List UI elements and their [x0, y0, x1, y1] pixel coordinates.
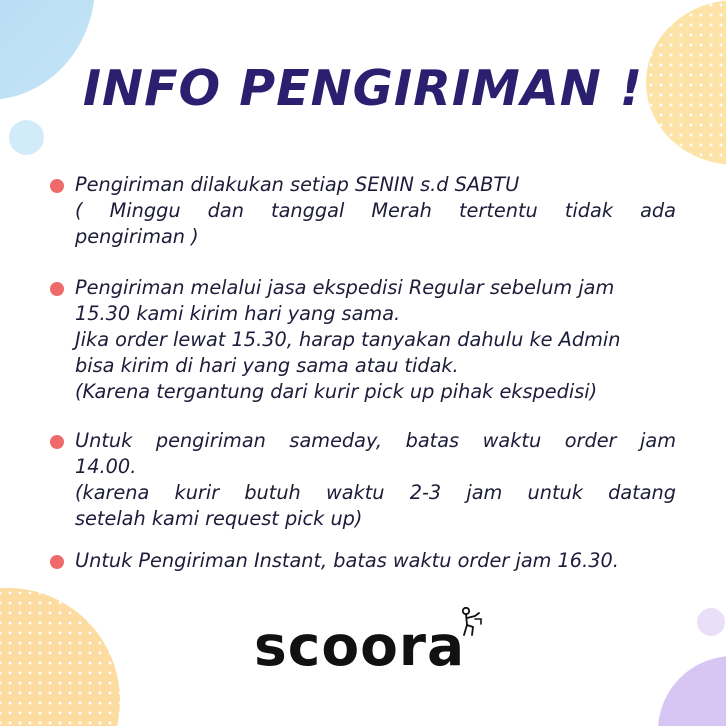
bullet-dot-icon — [50, 179, 64, 193]
logo-wordmark: scoora — [254, 614, 466, 678]
text-line: Untuk pengiriman sameday, batas waktu order jam — [75, 429, 676, 452]
list-item-text — [75, 172, 676, 250]
text-line: ( Minggu dan tanggal Merah tertentu tidak ada — [75, 199, 676, 222]
text-line: setelah kami request pick up) — [75, 507, 363, 530]
text-line: Jika order lewat 15.30, harap tanyakan dahulu ke Admin — [75, 328, 621, 351]
list-item-schedule — [50, 172, 676, 250]
text-line: 15.30 kami kirim hari yang sama. — [75, 302, 401, 325]
decor-circle-yellow-bottom — [0, 588, 120, 726]
bullet-dot-icon — [50, 435, 64, 449]
text-line: 14.00. — [75, 455, 137, 478]
list-item-instant — [50, 548, 676, 574]
mascot-figure-icon — [457, 605, 485, 641]
decor-dot-blue — [9, 120, 44, 155]
brand-logo — [254, 605, 486, 687]
text-line: bisa kirim di hari yang sama atau tidak. — [75, 354, 459, 377]
text-line: Untuk Pengiriman Instant, batas waktu order jam 16.30. — [75, 549, 619, 572]
bullet-dot-icon — [50, 555, 64, 569]
text-line: Pengiriman dilakukan setiap SENIN s.d SABTU — [75, 173, 520, 196]
text-line: Pengiriman melalui jasa ekspedisi Regular sebelum jam — [75, 276, 615, 299]
list-item-text — [75, 275, 676, 405]
list-item-text — [75, 548, 676, 574]
page-title: INFO PENGIRIMAN ! — [82, 60, 644, 117]
list-item-text — [75, 428, 676, 532]
bullet-dot-icon — [50, 282, 64, 296]
text-line: (karena kurir butuh waktu 2-3 jam untuk datang — [75, 481, 676, 504]
list-item-sameday — [50, 428, 676, 532]
decor-dot-purple — [697, 608, 725, 636]
decor-circle-purple — [658, 656, 726, 726]
list-item-regular — [50, 275, 676, 405]
text-line: (Karena tergantung dari kurir pick up pihak ekspedisi) — [75, 380, 598, 403]
text-line: pengiriman ) — [75, 225, 199, 248]
